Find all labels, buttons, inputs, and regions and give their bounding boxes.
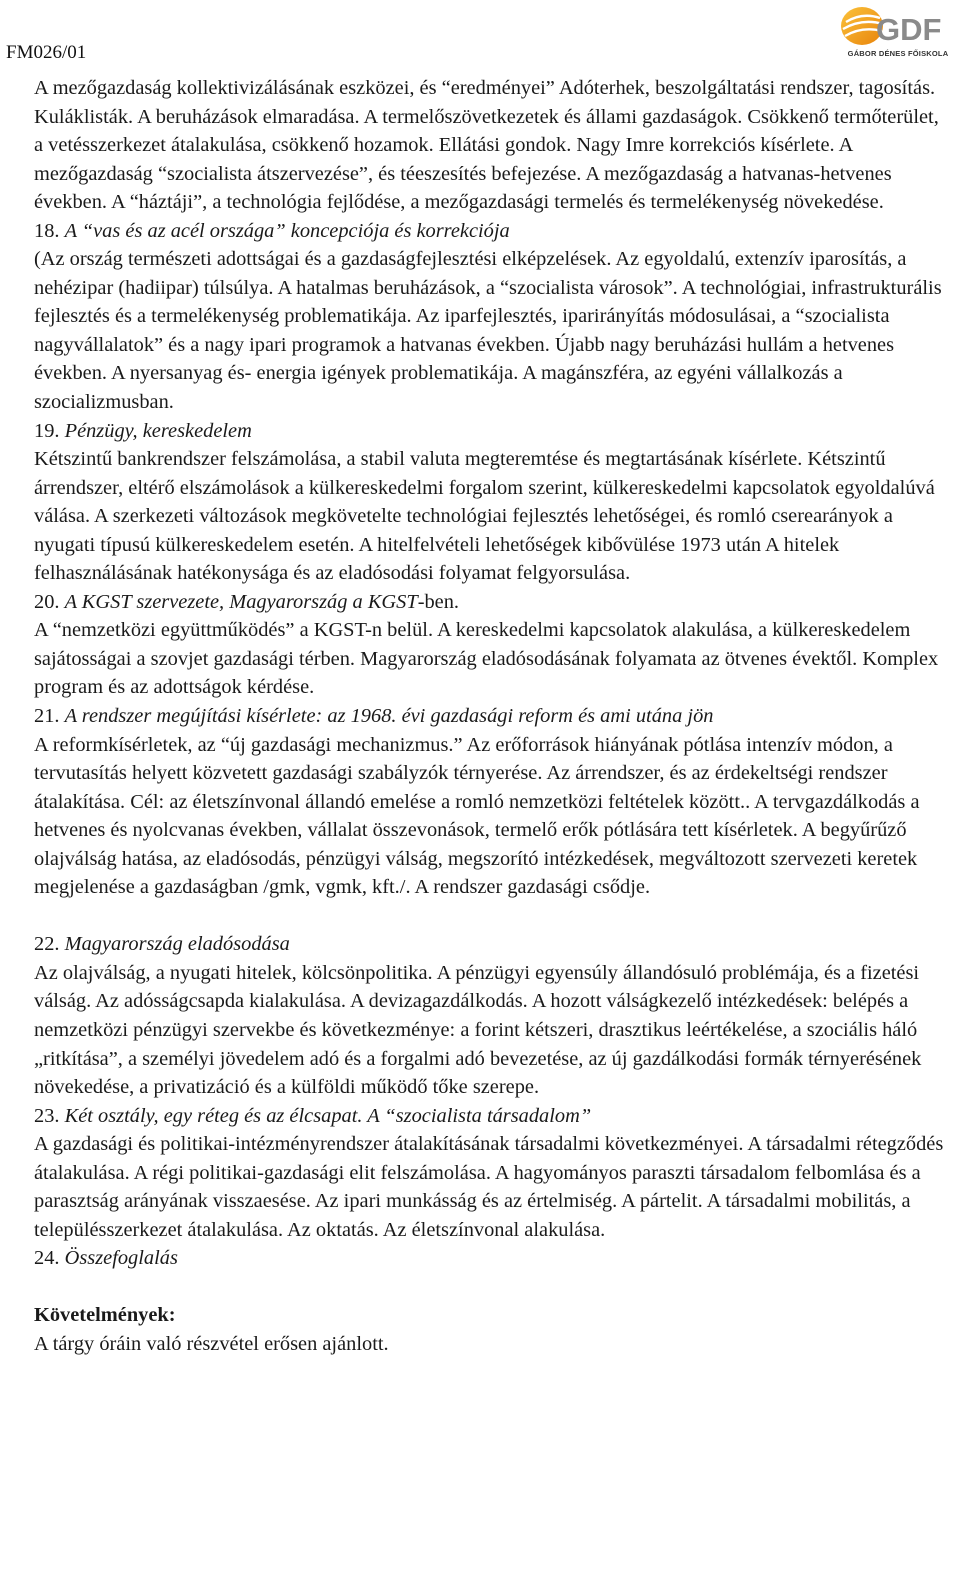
requirements-body: A tárgy óráin való részvétel erősen ajánlott. (34, 1332, 389, 1355)
section-number: 22. (34, 933, 60, 956)
section-number: 18. (34, 219, 60, 242)
logo-subtitle: GÁBOR DÉNES FŐISKOLA (847, 49, 949, 58)
section-title-suffix: -ben. (417, 590, 460, 613)
document-code: FM026/01 (6, 42, 87, 63)
section-23-body: A gazdasági és politikai-intézményrendszer átalakításának társadalmi következményei. A társadalmi rétegződés átalakulása. A régi politikai-gazdasági elit felszámolása. A hagyományos paraszti társadalom felbomlása és a parasztság arányának visszaesése. Az ipari munkásság és az értelmiség. A pártelit. A társadalmi mobilitás, a településszerkezet átalakulása. Az oktatás. Az életszínvonal alakulása. (34, 1133, 944, 1241)
section-18-heading (34, 217, 944, 246)
section-title: Magyarország eladósodása (64, 933, 290, 956)
gdf-logo (838, 2, 958, 62)
section-title: Két osztály, egy réteg és az élcsapat. A “szocialista társadalom” (64, 1104, 592, 1127)
paragraph-gap (34, 902, 944, 931)
section-24-heading (34, 1244, 944, 1273)
section-title: Pénzügy, kereskedelem (64, 419, 252, 442)
section-22-heading (34, 930, 944, 959)
section-20-body: A “nemzetközi együttműködés” a KGST-n belül. A kereskedelmi kapcsolatok alakulása, a külkereskedelem sajátosságai a szovjet gazdasági térben. Magyarország eladósodásának folyamata az ötvenes évektől. Komplex program és az adottságok kérdése. (34, 619, 939, 699)
section-19-body: Kétszintű bankrendszer felszámolása, a stabil valuta megteremtése és megtartásának kísérlete. Kétszintű árrendszer, eltérő elszámolások a külkereskedelmi forgalom szerint, külkereskedelmi kapcsolatok egyoldalúvá válása. A szerkezeti változások megkövetelte technológiai fejlesztés lehetőségei, és romló cserearányok a nyugati típusú külkereskedelem esetén. A hitelfelvételi lehetőségek kibővülése 1973 után A hitelek felhasználásának hatékonysága és az eladósodási folyamat felgyorsulása. (34, 448, 935, 585)
section-number: 23. (34, 1104, 60, 1127)
gdf-logo-icon (838, 2, 958, 50)
paragraph-gap (34, 1273, 944, 1302)
section-number: 20. (34, 590, 60, 613)
section-18-body: (Az ország természeti adottságai és a gazdaságfejlesztési elképzelések. Az egyoldalú, extenzív iparosítás, a nehézipar (hadiipar) túlsúlya. A hatalmas beruházások, a “szocialista városok”. A technológiai, infrastrukturális fejlesztés és a termelékenység problematikája. Az iparfejlesztés, iparirányítás módosulásai, a “szocialista nagyvállalatok” és a nagy ipari programok a hatvanas években. Újabb nagy beruházási hullám a hetvenes években. A nyersanyag és- energia igények problematikája. A magánszféra, az egyéni vállalkozás a szocializmusban. (34, 248, 942, 414)
section-22-body: Az olajválság, a nyugati hitelek, kölcsönpolitika. A pénzügyi egyensúly állandósuló problémája, és a fizetési válság. Az adósságcsapda kialakulása. A devizagazdálkodás. A hozott válságkezelő intézkedések: belépés a nemzetközi pénzügyi szervekbe és következménye: a forint kétszeri, drasztikus leértékelése, a szociális háló „ritkítása”, a személyi jövedelem adó és a forgalmi adó bevezetése, az új gazdálkodási formák térnyerésének növekedése, a privatizáció és a külföldi működő tőke szerepe. (34, 961, 922, 1099)
section-title: A rendszer megújítási kísérlete: az 1968. évi gazdasági reform és ami utána jön (64, 705, 714, 728)
section-title: Összefoglalás (64, 1247, 178, 1270)
document-body (34, 74, 944, 1359)
section-number: 21. (34, 705, 60, 728)
requirements-heading: Követelmények: (34, 1304, 176, 1327)
section-23-heading (34, 1102, 944, 1131)
section-21-body: A reformkísérletek, az “új gazdasági mechanizmus.” Az erőforrások hiányának pótlása intenzív módon, a tervutasítás helyett közvetett gazdasági szabályzók térnyerése. Az árrendszer, és az érdekeltségi rendszer átalakítása. Cél: az életszínvonal állandó emelése a romló nemzetközi feltételek között.. A tervgazdálkodás a hetvenes és nyolcvanas években, vállalat összevonások, termelő erők pótlására tett kísérletek. A begyűrűző olajválság hatása, az eladósodás, pénzügyi válság, megszorító intézkedések, megváltozott szervezeti keretek megjelenése a gazdaságban /gmk, vgmk, kft./. A rendszer gazdasági csődje. (34, 733, 920, 899)
logo-letters: GDF (876, 12, 942, 47)
intro-paragraph: A mezőgazdaság kollektivizálásának eszközei, és “eredményei” Adóterhek, beszolgáltatási rendszer, tagosítás. Kuláklisták. A beruházások elmaradása. A termelőszövetkezetek és állami gazdaságok. Csökkenő termőterület, a vetésszerkezet átalakulása, csökkenő hozamok. Ellátási gondok. Nagy Imre korrekciós kísérlete. A mezőgazdaság “szocialista átszervezése”, és téeszesítés befejezése. A mezőgazdaság a hatvanas-hetvenes években. A “háztáji”, a technológia fejlődése, a mezőgazdasági termelés és termelékenység növekedése. (34, 77, 939, 214)
section-19-heading (34, 417, 944, 446)
section-20-heading (34, 588, 944, 617)
section-number: 19. (34, 419, 60, 442)
section-number: 24. (34, 1247, 60, 1270)
section-title: A “vas és az acél országa” koncepciója és korrekciója (64, 219, 510, 242)
section-title: A KGST szervezete, Magyarország a KGST (64, 590, 418, 613)
section-21-heading (34, 702, 944, 731)
